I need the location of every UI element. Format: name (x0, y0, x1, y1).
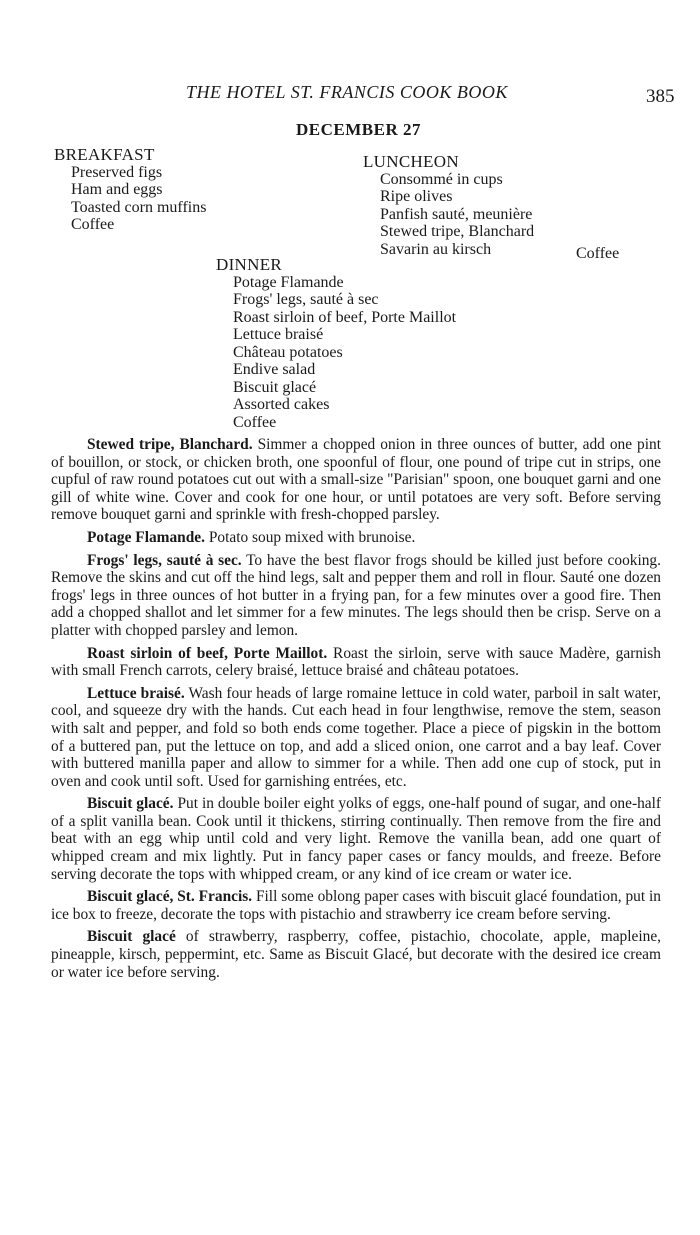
recipe-text: Put in double boiler eight yolks of eggs, one-half pound of sugar, and one-half of a split vanilla bean. Cook until it thickens, stirring continually. Then remove from the fire and beat with an egg whip until cold and very light. Remove the vanilla bean, add one quart of whipped cream and mix lightly. Put in fancy paper cases or fancy moulds, and freeze. Before serving decorate the tops with whipped cream, or any kind of ice cream or water ice. (51, 795, 662, 883)
recipe-text: Wash four heads of large romaine lettuce in cold water, parboil in salt water, cool, and squeeze dry with the hands. Cut each head in four lengthwise, remove the stem, season with salt and pepper, and fold so both ends come together. Place a piece of pigskin in the bottom of a buttered pan, put the lettuce on top, and add a sliced onion, one carrot and a bay leaf. Cover with buttered manilla paper and allow to simmer for a while. Then add one cup of stock, put in oven and cook until soft. Used for garnishing entrées, etc. (51, 684, 661, 790)
breakfast-menu (54, 146, 206, 234)
recipes-section (51, 436, 661, 986)
recipe-text: Roast the sirloin, serve with sauce Madère, garnish with small French carrots, celery braisé, lettuce braisé and château potatoes. (51, 644, 661, 680)
dinner-item: Frogs' legs, sauté à sec (233, 291, 379, 308)
luncheon-title: LUNCHEON (363, 152, 459, 171)
recipe-name: Biscuit glacé. (87, 795, 174, 813)
recipe-paragraph (51, 436, 661, 524)
recipe-paragraph (51, 685, 661, 791)
dinner-items (233, 274, 456, 432)
recipe-paragraph (51, 795, 661, 883)
recipe-name: Frogs' legs, sauté à sec. (87, 551, 242, 569)
recipe-paragraph (51, 552, 661, 640)
luncheon-item: Stewed tripe, Blanchard (380, 223, 535, 240)
recipe-name: Stewed tripe, Blanchard. (87, 436, 253, 453)
running-title: THE HOTEL ST. FRANCIS COOK BOOK (186, 82, 508, 102)
recipe-name: Biscuit glacé, St. Francis. (87, 888, 253, 906)
luncheon-item: Ripe olives (380, 188, 453, 205)
dinner-item: Biscuit glacé (233, 378, 317, 396)
luncheon-items (380, 171, 534, 259)
recipe-text: To have the best flavor frogs should be killed just before cooking. Remove the skins and cut off the hind legs, salt and pepper them and roll in flour. Sauté one dozen frogs' legs in three ounces of hot butter in a frying pan, for a few minutes over a good fire. Then add a chopped shallot and let simmer for a few minutes. The legs should then be crisp. Serve on a platter with chopped parsley and lemon. (51, 551, 661, 639)
recipe-paragraph (51, 645, 661, 680)
luncheon-menu (363, 153, 534, 258)
breakfast-item: Coffee (71, 216, 115, 233)
dinner-item: Roast sirloin of beef, Porte Maillot (233, 308, 457, 326)
menu-date: DECEMBER 27 (296, 120, 421, 139)
recipe-text: Simmer a chopped onion in three ounces of butter, add one pint of bouillon, or stock, or chicken broth, one spoonful of flour, one pound of tripe cut in strips, one cupful of raw round potatoes cut out with a small-size "Parisian" spoon, one bouquet garni and one gill of white wine. Cover and cook for one hour, or until potatoes are very soft. Before serving remove bouquet garni and sprinkle with fresh-chopped parsley. (51, 436, 661, 524)
breakfast-item: Toasted corn muffins (71, 198, 207, 216)
recipe-text: Potato soup mixed with brunoise. (204, 528, 416, 546)
dinner-item: Lettuce braisé (233, 326, 324, 343)
luncheon-item: Panfish sauté, meunière (380, 205, 533, 223)
recipe-paragraph (51, 928, 661, 981)
dinner-item: Potage Flamande (233, 273, 344, 291)
dinner-item: Assorted cakes (233, 396, 330, 413)
recipe-paragraph (51, 888, 661, 923)
breakfast-items (71, 164, 206, 234)
dinner-item: Endive salad (233, 361, 316, 378)
breakfast-item: Preserved figs (71, 163, 163, 181)
recipe-name: Biscuit glacé (87, 928, 176, 946)
dinner-item: Château potatoes (233, 343, 343, 361)
luncheon-item: Consommé in cups (380, 170, 503, 188)
recipe-text: of strawberry, raspberry, coffee, pistachio, chocolate, apple, mapleine, pineapple, kirsch, peppermint, etc. Same as Biscuit Glacé, but decorate with the desired ice cream or water ice before serving. (51, 928, 661, 981)
recipe-paragraph (51, 529, 661, 547)
recipe-text: Fill some oblong paper cases with biscuit glacé foundation, put in ice box to freeze, decorate the tops with pistachio and strawberry ice cream before serving. (51, 888, 661, 923)
recipe-name: Lettuce braisé. (87, 684, 185, 702)
breakfast-title: BREAKFAST (54, 145, 155, 164)
page-number: 385 (646, 86, 675, 107)
dinner-title: DINNER (216, 255, 283, 274)
recipe-name: Potage Flamande. (87, 528, 205, 546)
dinner-item: Coffee (233, 413, 277, 431)
luncheon-item: Savarin au kirsch (380, 240, 492, 258)
dinner-menu (216, 256, 456, 431)
breakfast-item: Ham and eggs (71, 181, 163, 198)
recipe-name: Roast sirloin of beef, Porte Maillot. (87, 644, 328, 662)
luncheon-extra-item: Coffee (576, 245, 620, 262)
